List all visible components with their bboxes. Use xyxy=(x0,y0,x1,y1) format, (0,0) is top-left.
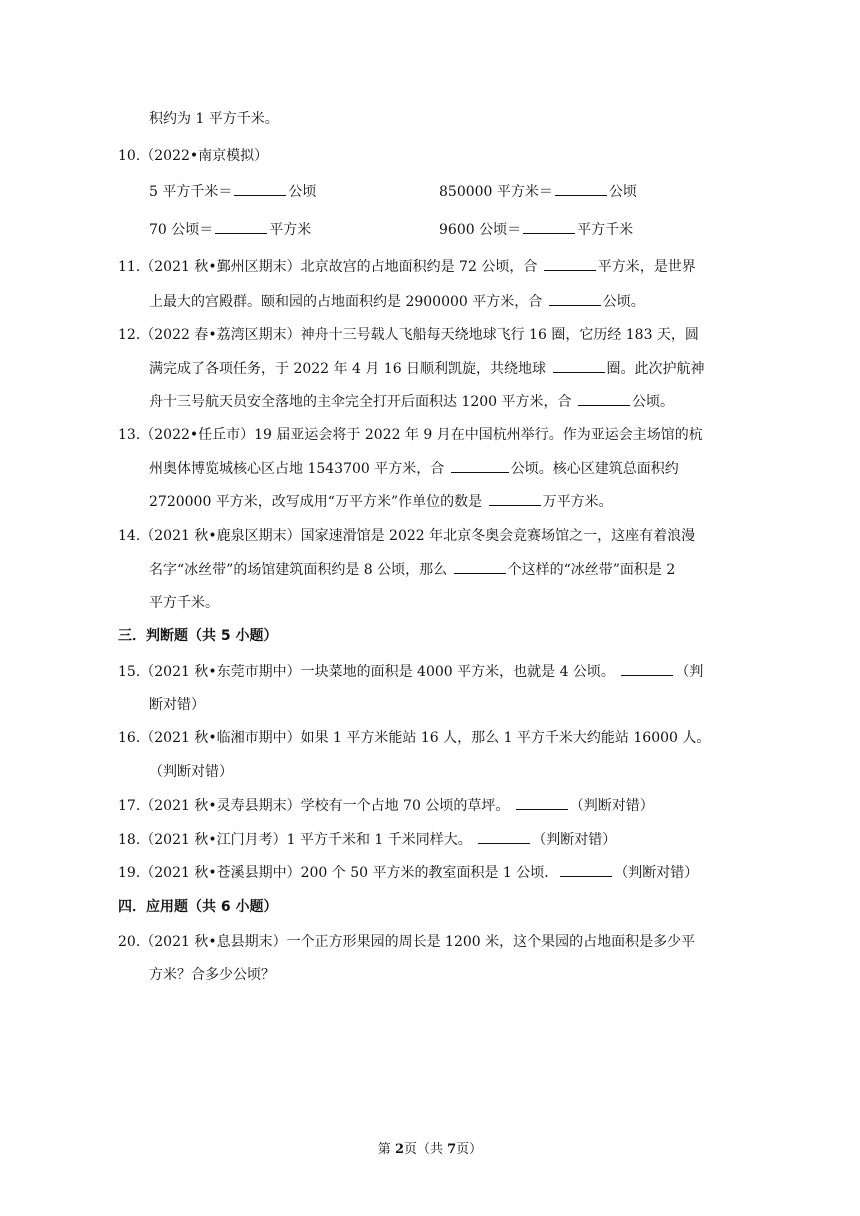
q9-tail: 积约为 1 平方千米。 xyxy=(149,111,279,127)
answer-blank[interactable] xyxy=(516,795,568,810)
q19: 19.（2021 秋•苍溪县期中）200 个 50 平方米的教室面积是 1 公顷． （判断对错） xyxy=(118,862,698,883)
q12-line-1: 12.（2022 春•荔湾区期末）神舟十三号载人飞船每天绕地球飞行 16 圈，它历经 183 天，圆 xyxy=(118,327,699,343)
answer-blank[interactable] xyxy=(621,661,673,676)
answer-blank[interactable] xyxy=(451,458,509,473)
q11-line-2: 上最大的宫殿群。颐和园的占地面积约是 2900000 平方米，合 公顷。 xyxy=(149,291,645,312)
answer-blank[interactable] xyxy=(544,256,596,271)
answer-blank[interactable] xyxy=(454,559,506,574)
answer-blank[interactable] xyxy=(560,862,612,877)
q20-line-2: 方米？合多少公顷？ xyxy=(149,967,275,983)
answer-blank[interactable] xyxy=(215,219,267,234)
answer-blank[interactable] xyxy=(553,358,605,373)
q15-line-1: 15.（2021 秋•东莞市期中）一块菜地的面积是 4000 平方米，也就是 4 公顷。 （判 xyxy=(118,661,703,682)
answer-blank[interactable] xyxy=(549,291,601,306)
q11-line-1: 11.（2021 秋•鄞州区期末）北京故宫的占地面积约是 72 公顷，合 平方米，是世界 xyxy=(118,256,696,277)
q14-line-3: 平方千米。 xyxy=(149,595,219,611)
q10-conv-1: 5 平方千米＝ 公顷 xyxy=(149,181,316,202)
q18: 18.（2021 秋•江门月考）1 平方千米和 1 千米同样大。 （判断对错） xyxy=(118,829,616,850)
q10-conv-4: 9600 公顷＝ 平方千米 xyxy=(439,219,633,240)
q10-conv-3: 70 公顷＝ 平方米 xyxy=(149,219,311,240)
answer-blank[interactable] xyxy=(234,181,286,196)
answer-blank[interactable] xyxy=(489,491,541,506)
current-page-number: 2 xyxy=(394,1142,404,1157)
q13-line-3: 2720000 平方米，改写成用“万平方米”作单位的数是 万平方米。 xyxy=(149,491,613,512)
answer-blank[interactable] xyxy=(478,829,530,844)
q12-line-2: 满完成了各项任务，于 2022 年 4 月 16 日顺利凯旋，共绕地球 圈。此次护航神 xyxy=(149,358,705,379)
answer-blank[interactable] xyxy=(555,181,607,196)
q10-conv-2: 850000 平方米＝ 公顷 xyxy=(439,181,637,202)
q13-line-2: 州奥体博览城核心区占地 1543700 平方米，合 公顷。核心区建筑总面积约 xyxy=(149,458,679,479)
answer-blank[interactable] xyxy=(578,391,630,406)
page-footer: 第 2页（共 7页） xyxy=(377,1142,483,1157)
q14-line-1: 14.（2021 秋•鹿泉区期末）国家速滑馆是 2022 年北京冬奥会竞赛场馆之一，这座有着浪漫 xyxy=(118,528,696,544)
section-heading-judgement: 三．判断题（共 5 小题） xyxy=(118,628,278,644)
total-page-number: 7 xyxy=(447,1142,457,1157)
q16-line-2: （判断对错） xyxy=(149,764,233,780)
q16-line-1: 16.（2021 秋•临湘市期中）如果 1 平方米能站 16 人，那么 1 平方千米大约能站 16000 人。 xyxy=(118,730,711,746)
q13-line-1: 13.（2022•任丘市）19 届亚运会将于 2022 年 9 月在中国杭州举行。作为亚运会主场馆的杭 xyxy=(118,427,703,443)
q10-label: 10.（2022•南京模拟） xyxy=(118,148,269,164)
q20-line-1: 20.（2021 秋•息县期末）一个正方形果园的周长是 1200 米，这个果园的占地面积是多少平 xyxy=(118,934,696,950)
answer-blank[interactable] xyxy=(523,219,575,234)
q12-line-3: 舟十三号航天员安全落地的主伞完全打开后面积达 1200 平方米，合 公顷。 xyxy=(149,391,674,412)
q14-line-2: 名字“冰丝带”的场馆建筑面积约是 8 公顷，那么 个这样的“冰丝带”面积是 2 xyxy=(149,559,675,580)
q15-line-2: 断对错） xyxy=(149,697,205,713)
section-heading-application: 四．应用题（共 6 小题） xyxy=(118,899,278,915)
q17: 17.（2021 秋•灵寿县期末）学校有一个占地 70 公顷的草坪。 （判断对错） xyxy=(118,795,654,816)
